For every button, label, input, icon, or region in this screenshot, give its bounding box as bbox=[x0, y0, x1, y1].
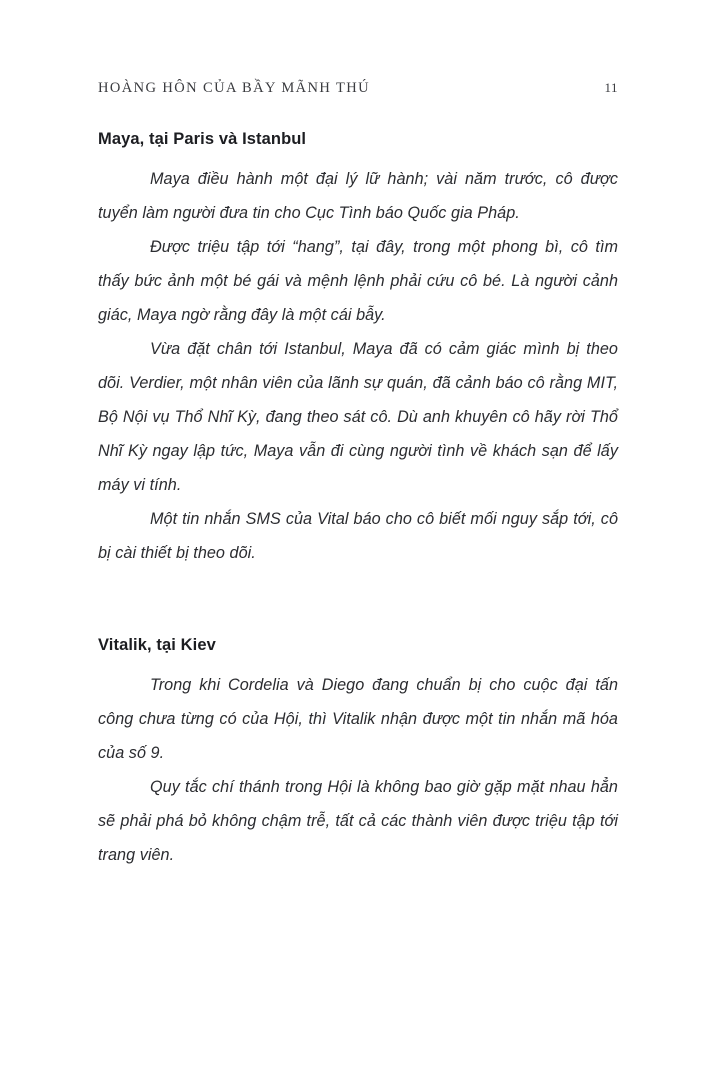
paragraph: Trong khi Cordelia và Diego đang chuẩn bị cho cuộc đại tấn công chưa từng có của Hội, thì Vitalik nhận được một tin nhắn mã hóa của số 9. bbox=[98, 676, 618, 762]
section-heading-maya: Maya, tại Paris và Istanbul bbox=[98, 130, 307, 148]
running-head bbox=[98, 80, 618, 97]
paragraph: Được triệu tập tới “hang”, tại đây, trong một phong bì, cô tìm thấy bức ảnh một bé gái và mệnh lệnh phải cứu cô bé. Là người cảnh giác, Maya ngờ rằng đây là một cái bẫy. bbox=[98, 238, 618, 324]
paragraph: Vừa đặt chân tới Istanbul, Maya đã có cảm giác mình bị theo dõi. Verdier, một nhân viên của lãnh sự quán, đã cảnh báo cô rằng MIT, Bộ Nội vụ Thổ Nhĩ Kỳ, đang theo sát cô. Dù anh khuyên cô hãy rời Thổ Nhĩ Kỳ ngay lập tức, Maya vẫn đi cùng người tình về khách sạn để lấy máy vi tính. bbox=[98, 340, 618, 494]
paragraph: Quy tắc chí thánh trong Hội là không bao giờ gặp mặt nhau hẳn sẽ phải phá bỏ không chậm trễ, tất cả các thành viên được triệu tập tới trang viên. bbox=[98, 778, 618, 864]
section-heading-vitalik: Vitalik, tại Kiev bbox=[98, 636, 216, 654]
page-number: 11 bbox=[604, 80, 618, 95]
section-body-maya bbox=[98, 162, 618, 570]
running-head-title: HOÀNG HÔN CỦA BẦY MÃNH THÚ bbox=[98, 80, 371, 96]
paragraph: Maya điều hành một đại lý lữ hành; vài năm trước, cô được tuyển làm người đưa tin cho Cục Tình báo Quốc gia Pháp. bbox=[98, 170, 618, 222]
body-blocks bbox=[98, 130, 618, 872]
page-content bbox=[98, 80, 618, 872]
section-body-vitalik bbox=[98, 668, 618, 872]
paragraph: Một tin nhắn SMS của Vital báo cho cô biết mối nguy sắp tới, cô bị cài thiết bị theo dõi. bbox=[98, 510, 618, 562]
